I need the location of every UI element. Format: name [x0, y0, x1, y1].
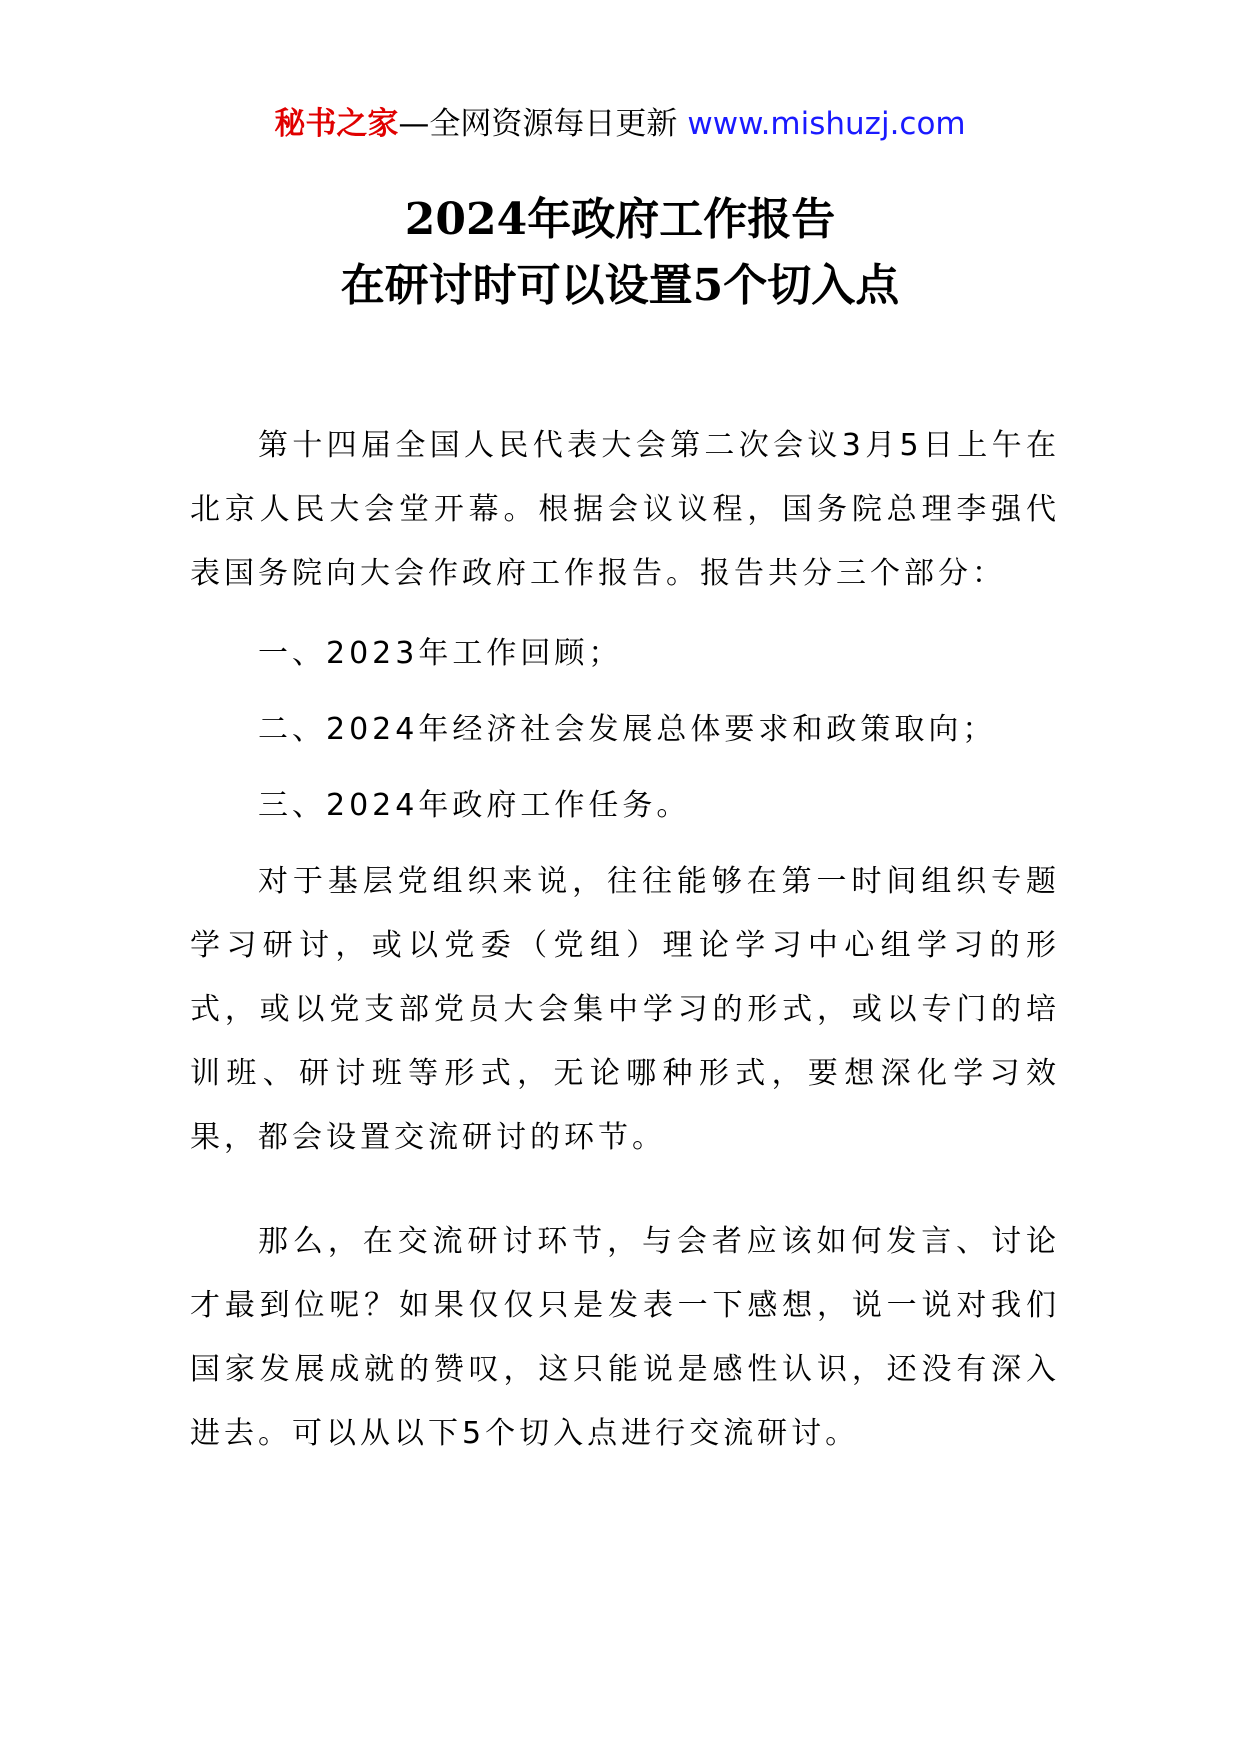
paragraph-1: 第十四届全国人民代表大会第二次会议3月5日上午在北京人民大会堂开幕。根据会议议程，国务院总理李强代表国务院向大会作政府工作报告。报告共分三个部分： [190, 428, 1060, 591]
list-item-2 [190, 698, 1060, 762]
list-item-text-3: 三、2024年政府工作任务。 [258, 788, 691, 823]
paragraph-intro [190, 414, 1060, 606]
paragraph-discussion [190, 1210, 1060, 1466]
list-item-3 [190, 774, 1060, 838]
site-header [0, 104, 1240, 144]
header-tagline: —全网资源每日更新 [398, 106, 678, 142]
document-title-line1: 2024年政府工作报告 [404, 194, 836, 245]
document-title-line2: 在研讨时可以设置5个切入点 [340, 260, 900, 311]
brand-name: 秘书之家 [274, 106, 399, 142]
list-item-1 [190, 622, 1060, 686]
site-url-link[interactable]: www.mishuzj.com [687, 106, 966, 142]
paragraph-base-org [190, 850, 1060, 1170]
list-item-text-2: 二、2024年经济社会发展总体要求和政策取向； [258, 712, 997, 747]
paragraph-5: 对于基层党组织来说，往往能够在第一时间组织专题学习研讨，或以党委（党组）理论学习中心组学习的形式，或以党支部党员大会集中学习的形式，或以专门的培训班、研讨班等形式，无论哪种形式，要想深化学习效果，都会设置交流研讨的环节。 [190, 864, 1060, 1155]
paragraph-6: 那么，在交流研讨环节，与会者应该如何发言、讨论才最到位呢？如果仅仅只是发表一下感想，说一说对我们国家发展成就的赞叹，这只能说是感性认识，还没有深入进去。可以从以下5个切入点进行交流研讨。 [190, 1224, 1060, 1451]
list-item-text-1: 一、2023年工作回顾； [258, 636, 623, 671]
